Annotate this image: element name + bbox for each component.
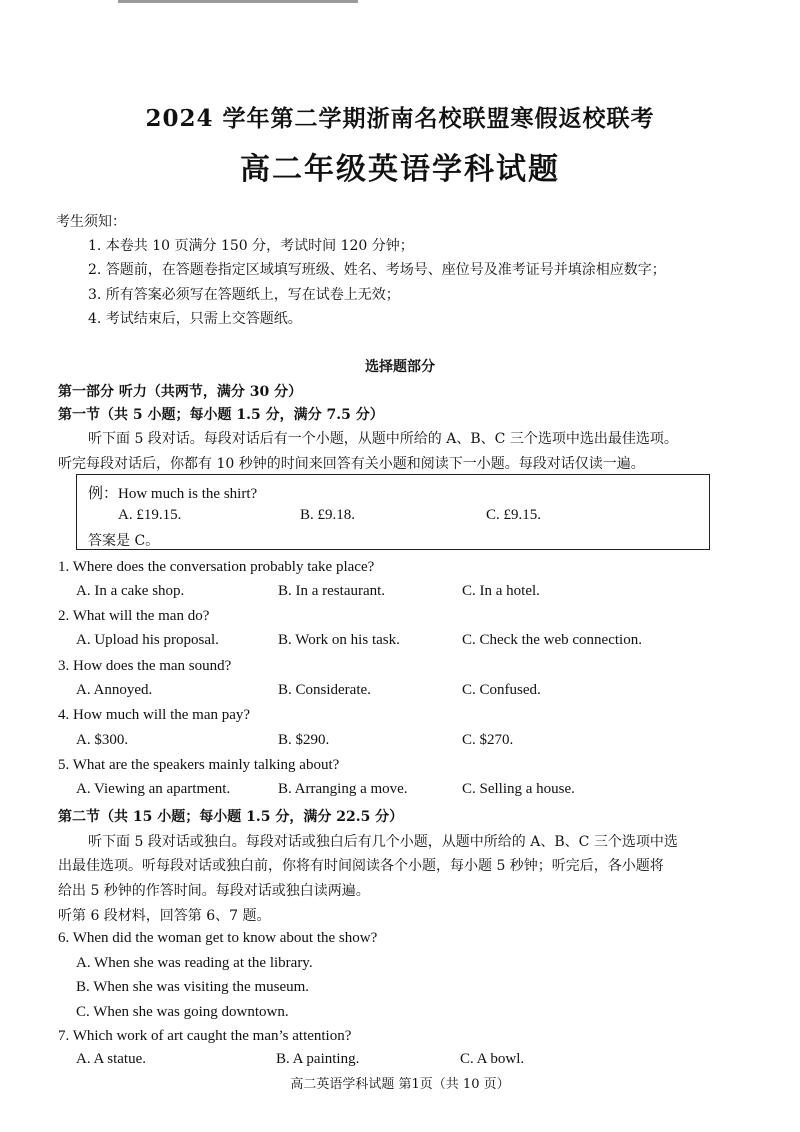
notice-item: 4. 考试结束后，只需上交答题纸。 — [88, 311, 302, 327]
option-3a: A. Annoyed. — [76, 682, 153, 698]
example-option: C. £9.15. — [486, 507, 542, 523]
option-7a: A. A statue. — [76, 1051, 146, 1067]
example-option: A. £19.15. — [118, 507, 182, 523]
question-2: 2. What will the man do? — [58, 608, 210, 624]
exam-title: 2024 学年第二学期浙南名校联盟寒假返校联考 — [145, 105, 655, 132]
notice-item: 3. 所有答案必须写在答题纸上，写在试卷上无效； — [88, 287, 400, 303]
option-2c: C. Check the web connection. — [462, 632, 642, 648]
option-3c: C. Confused. — [462, 682, 541, 698]
exam-subtitle: 高二年级英语学科试题 — [240, 152, 560, 187]
option-6b: B. When she was visiting the museum. — [76, 979, 310, 995]
question-1: 1. Where does the conversation probably take place? — [58, 559, 375, 575]
option-1c: C. In a hotel. — [462, 583, 540, 599]
section1-instruction: 听下面 5 段对话。每段对话后有一个小题，从题中所给的 A、B、C 三个选项中选出最佳选项。 — [88, 431, 678, 447]
option-4b: B. $290. — [278, 732, 330, 748]
option-1b: B. In a restaurant. — [278, 583, 386, 599]
option-5c: C. Selling a house. — [462, 781, 575, 797]
option-6a: A. When she was reading at the library. — [76, 955, 313, 971]
option-7c: C. A bowl. — [460, 1051, 525, 1067]
part1-heading: 第一部分 听力（共两节，满分 30 分） — [58, 384, 303, 400]
question-3: 3. How does the man sound? — [58, 658, 232, 674]
page-footer: 高二英语学科试题 第1页（共 10 页） — [290, 1077, 510, 1092]
option-3b: B. Considerate. — [278, 682, 371, 698]
example-option: B. £9.18. — [300, 507, 356, 523]
option-2b: B. Work on his task. — [278, 632, 400, 648]
option-5b: B. Arranging a move. — [278, 781, 408, 797]
example-answer: 答案是 C。 — [88, 533, 160, 549]
question-4: 4. How much will the man pay? — [58, 707, 251, 723]
notice-item: 2. 答题前，在答题卷指定区域填写班级、姓名、考场号、座位号及准考证号并填涂相应数字； — [88, 262, 666, 278]
option-6c: C. When she was going downtown. — [76, 1004, 289, 1020]
option-1a: A. In a cake shop. — [76, 583, 185, 599]
section2-instruction: 听下面 5 段对话或独白。每段对话或独白后有几个小题，从题中所给的 A、B、C 三个选项中选 — [88, 834, 678, 850]
section-title: 选择题部分 — [365, 359, 435, 375]
example-question: 例：How much is the shirt? — [88, 486, 258, 502]
option-4a: A. $300. — [76, 732, 129, 748]
question-5: 5. What are the speakers mainly talking about? — [58, 757, 340, 773]
option-2a: A. Upload his proposal. — [76, 632, 219, 648]
question-6: 6. When did the woman get to know about the show? — [58, 930, 378, 946]
material-6-note: 听第 6 段材料，回答第 6、7 题。 — [58, 908, 271, 924]
notice-heading: 考生须知： — [56, 214, 126, 230]
section2-instruction: 给出 5 秒钟的作答时间。每段对话或独白读两遍。 — [58, 883, 370, 899]
scan-artifact-line — [118, 0, 358, 3]
question-7: 7. Which work of art caught the man’s attention? — [58, 1028, 352, 1044]
section1-heading: 第一节（共 5 小题；每小题 1.5 分，满分 7.5 分） — [58, 407, 384, 423]
option-5a: A. Viewing an apartment. — [76, 781, 231, 797]
option-4c: C. $270. — [462, 732, 514, 748]
section1-instruction: 听完每段对话后，你都有 10 秒钟的时间来回答有关小题和阅读下一小题。每段对话仅读一遍。 — [58, 456, 645, 472]
notice-item: 1. 本卷共 10 页满分 150 分，考试时间 120 分钟； — [88, 238, 414, 254]
option-7b: B. A painting. — [276, 1051, 360, 1067]
section2-instruction: 出最佳选项。听每段对话或独白前，你将有时间阅读各个小题，每小题 5 秒钟；听完后，各小题将 — [58, 858, 664, 874]
section2-heading: 第二节（共 15 小题；每小题 1.5 分，满分 22.5 分） — [58, 809, 404, 825]
